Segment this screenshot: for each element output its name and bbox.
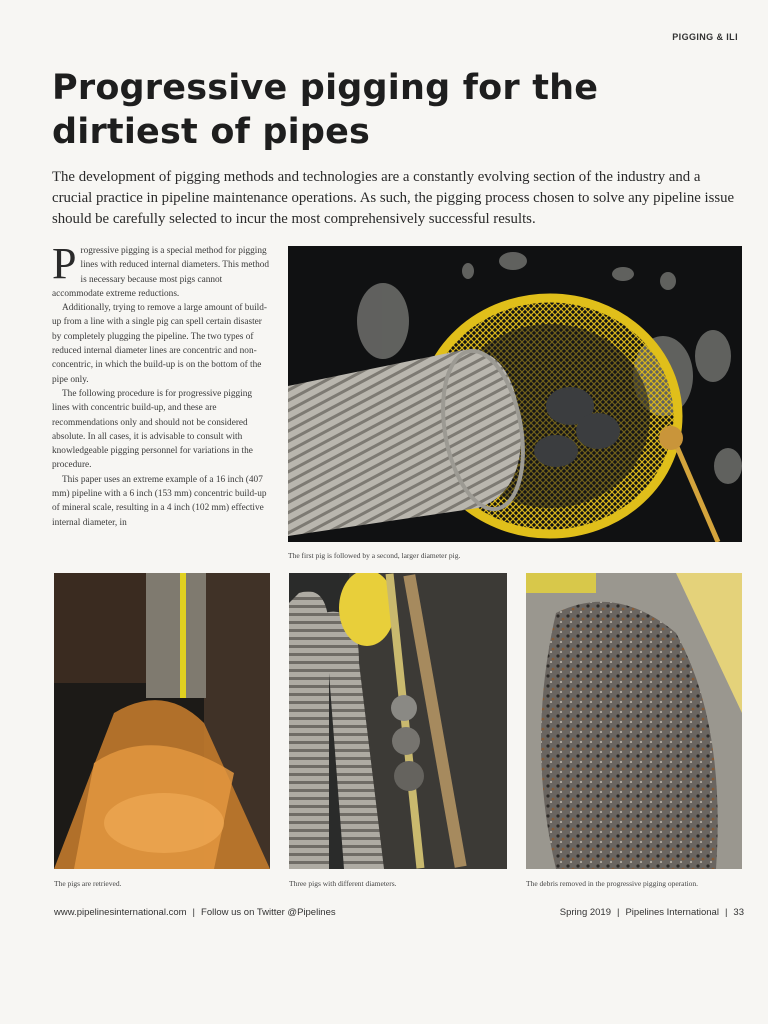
page-number: 33	[733, 907, 744, 918]
retrieval-caption: The pigs are retrieved.	[54, 879, 122, 888]
drop-cap: P	[52, 244, 77, 288]
body-paragraph	[52, 244, 270, 301]
main-photo	[288, 246, 742, 542]
retrieval-photo	[54, 573, 270, 869]
footer-separator: |	[617, 907, 620, 918]
three-pigs-photo	[289, 573, 507, 869]
body-paragraph-text: rogressive pigging is a special method for pigging lines with reduced internal diameters. This method is necessary because most pigs cannot accommodate extreme reductions.	[52, 246, 270, 299]
article-title: Progressive pigging for the dirtiest of pipes	[52, 68, 599, 152]
article-standfirst: The development of pigging methods and technologies are a constantly evolving section of the industry and a crucial practice in pipeline maintenance operations. As such, the pigging process chosen to solve any pipeline issue should be carefully selected to incur the most comprehensively successful results.	[52, 169, 735, 227]
three-pigs-caption: Three pigs with different diameters.	[289, 879, 397, 888]
article-body	[52, 244, 270, 566]
website-link[interactable]: www.pipelinesinternational.com	[54, 907, 187, 918]
main-photo-caption: The first pig is followed by a second, larger diameter pig.	[288, 551, 461, 560]
issue-label: Spring 2019	[559, 907, 611, 918]
twitter-link[interactable]: Follow us on Twitter @Pipelines	[201, 907, 336, 918]
publication-name: Pipelines International	[625, 907, 719, 918]
footer-separator: |	[724, 907, 728, 918]
body-paragraph: This paper uses an extreme example of a 16 inch (407 mm) pipeline with a 6 inch (153 mm) concentric build-up of mineral scale, resulting in a 4 inch (102 mm) effective internal diameter, in	[52, 474, 267, 528]
footer-left	[54, 907, 336, 918]
footer-separator: |	[192, 907, 196, 918]
body-paragraph: The following procedure is for progressive pigging lines with concentric build-up, and these are recommendations only and should not be considered absolute. In all cases, it is advisable to consult with knowledgeable pigging personnel for variations in the procedure.	[52, 388, 253, 471]
footer-right	[560, 907, 744, 918]
debris-photo	[526, 573, 742, 869]
debris-caption: The debris removed in the progressive pigging operation.	[526, 879, 699, 888]
body-paragraph: Additionally, trying to remove a large amount of build-up from a line with a single pig can spell certain disaster by completely plugging the pipeline. The two types of reduced internal diameter lines are concentric and non-concentric, in which the build-up is on the bottom of the pipe only.	[52, 303, 268, 385]
section-tag: PIGGING & ILI	[672, 32, 738, 42]
